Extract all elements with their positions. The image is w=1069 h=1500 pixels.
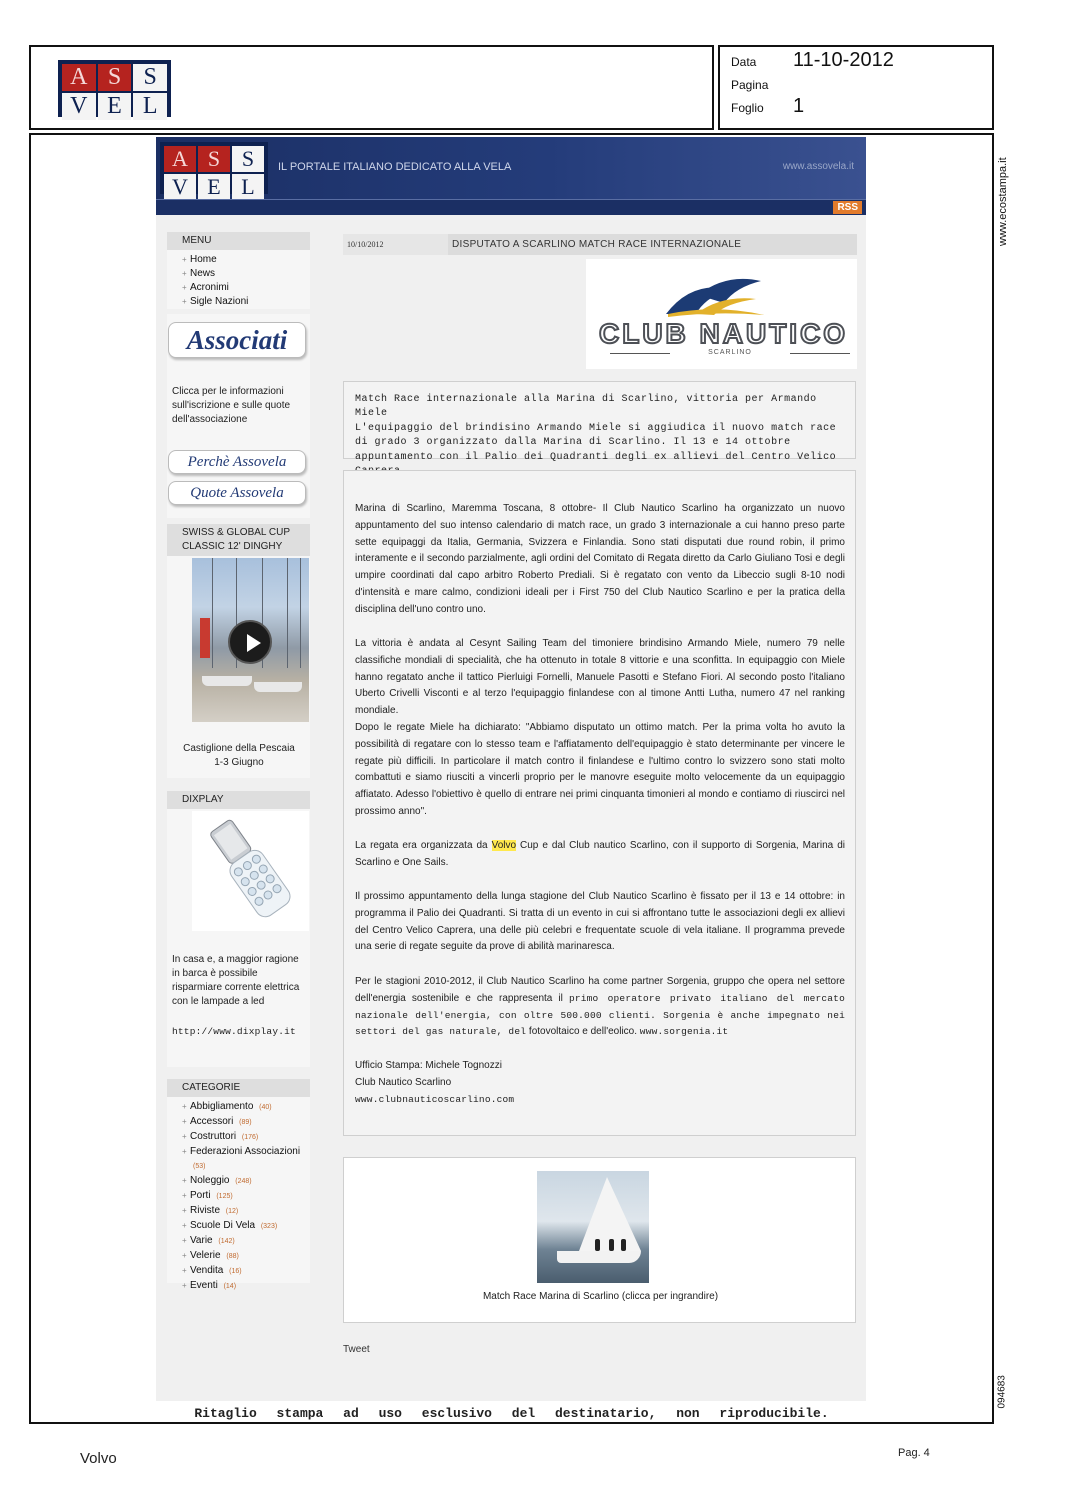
banner-logo[interactable]: A S S V E L	[160, 142, 268, 194]
summary-headline: Match Race internazionale alla Marina di Scarlino, vittoria per Armando Miele	[355, 394, 817, 420]
photo-box	[343, 1157, 856, 1323]
date-label: Data	[731, 55, 757, 69]
rss-button[interactable]: RSS	[833, 201, 862, 214]
tweet-button[interactable]: Tweet	[343, 1344, 370, 1355]
article-summary	[343, 381, 856, 463]
category-item[interactable]: + Federazioni Associazioni (53)	[182, 1145, 310, 1174]
summary-body: L'equipaggio del brindisino Armando Miele si aggiudica il nuovo match race di grado 3 organizzato dalla Marina di Scarlino. Il 13 e 14 ottobre appuntamento con il Palio dei Quadranti degli ex allievi del Centro Velico	[355, 422, 837, 463]
sheet-value: 1	[793, 95, 805, 117]
associati-button[interactable]: Associati	[168, 322, 306, 358]
category-item[interactable]: + Vendita (16)	[182, 1264, 310, 1279]
clipping-header-left	[29, 45, 714, 130]
category-item[interactable]: + Riviste (12)	[182, 1204, 310, 1219]
paragraph-4: La regata era organizzata da Volvo Cup e dal Club nautico Scarlino, con il supporto di Sorgenia, Marina di Scarlino e One Sails.	[355, 840, 845, 868]
paragraph-5: Il prossimo appuntamento della lunga stagione del Club Nautico Scarlino è fissato per il 13 e 14 ottobre: in programma il Palio dei Quadranti. Si tratta di un evento in cui si affrontano tutte le associazioni degli ex allievi del Centro Velico Caprera, una delle più celebri e frequentate scuole di vela italiane. Il programma prevede una serie di regate seguite da prove di abilità marinaresca.	[355, 891, 845, 953]
article-header-bar	[343, 234, 857, 255]
paragraph-2: La vittoria è andata al Cesynt Sailing Team del timoniere brindisino Armando Miele, numero 79 nelle classifiche mondiali di specialità, che ha ottenuto in totale 8 vittorie e una sconfitta. In equipaggio con Miele hanno regatato anche il tattico Pierluigi Fornelli, Manuele Pasotti e Stefano Fiori. Al secondo posto l'italiano Uberto Crivelli Visconti e al terzo l'equipaggio finlandese con al timone Antti Lutha, numero 47 nel ranking mondiale.	[355, 638, 845, 717]
dixplay-box	[167, 791, 310, 1067]
club-name: CLUB NAUTICO	[599, 318, 849, 349]
sheet-label: Foglio	[731, 101, 764, 115]
club-website-link[interactable]: www.clubnauticoscarlino.com	[355, 1093, 515, 1105]
category-item[interactable]: + Noleggio (248)	[182, 1174, 310, 1189]
categories-list	[167, 1097, 310, 1296]
side-code: 094683	[996, 1375, 1008, 1409]
menu-item-home[interactable]: + Home	[182, 253, 310, 267]
category-item[interactable]: + Accessori (89)	[182, 1115, 310, 1130]
assovela-logo: A S S V E L	[58, 60, 171, 117]
clipping-note: Ritaglio stampa ad uso esclusivo del destinatario, non riproducibile.	[194, 1406, 829, 1421]
page-label: Pagina	[731, 78, 769, 92]
site-banner	[156, 137, 866, 199]
perche-assovela-button[interactable]: Perchè Assovela	[168, 450, 306, 474]
article-date: 10/10/2012	[343, 234, 448, 255]
menu-list	[167, 250, 310, 311]
video-caption: Castiglione della Pescaia 1-3 Giugno	[183, 743, 295, 768]
category-item[interactable]: + Scuole Di Vela (323)	[182, 1219, 310, 1234]
article-body	[343, 470, 856, 1136]
side-url: www.ecostampa.it	[997, 157, 1009, 246]
date-value: 11-10-2012	[793, 49, 894, 71]
sorgenia-link[interactable]: www.sorgenia.it	[639, 1026, 729, 1038]
dixplay-text: In casa e, a maggior ragione in barca è possibile risparmiare corrente elettrica con le lampade a led	[172, 954, 300, 1007]
keyword-highlight: Volvo	[491, 840, 517, 851]
nav-strip	[156, 199, 866, 215]
associati-text: Clicca per le informazioni sull'iscrizione e sulle quote dell'associazione	[172, 386, 291, 425]
categories-box	[167, 1079, 310, 1291]
led-bulb-image[interactable]	[192, 811, 309, 931]
match-race-photo[interactable]	[537, 1171, 649, 1283]
menu-title: MENU	[167, 232, 310, 250]
category-item[interactable]: + Porti (125)	[182, 1189, 310, 1204]
paragraph-3: Dopo le regate Miele ha dichiarato: "Abbiamo disputato un ottimo match. Per la prima volta ho avuto la possibilità di regatare con lo stesso team e l'affiatamento dell'equipaggio è stato determinante per vincere le regate più difficili. In particolare il match contro il finlandese e l'ultimo contro lo svizzero sono stati molto combattuti e siamo riusciti a vincerli proprio per le manovre eseguite molto velocemente da un equipaggio affiatato. Adesso l'obiettivo è quello di entrare nei primi cinquanta timonieri al mondo e contiamo di riuscirci nel prossimo anno".	[355, 722, 845, 817]
clipping-keyword: Volvo	[80, 1450, 117, 1467]
page-number: Pag. 4	[898, 1447, 930, 1459]
menu-item-acronimi[interactable]: + Acronimi	[182, 281, 310, 295]
club-nautico-logo	[586, 259, 857, 369]
press-office: Ufficio Stampa: Michele Tognozzi Club Nautico Scarlino www.clubnauticoscarlino.com	[355, 1058, 845, 1108]
video-title: SWISS & GLOBAL CUP CLASSIC 12' DINGHY	[167, 524, 310, 556]
dixplay-url[interactable]: http://www.dixplay.it	[172, 1026, 296, 1037]
category-item[interactable]: + Varie (142)	[182, 1234, 310, 1249]
banner-tagline: IL PORTALE ITALIANO DEDICATO ALLA VELA	[278, 161, 512, 173]
article-title: DISPUTATO A SCARLINO MATCH RACE INTERNAZIONALE	[452, 239, 742, 250]
dixplay-title: DIXPLAY	[167, 791, 310, 809]
category-item[interactable]: + Costruttori (176)	[182, 1130, 310, 1145]
banner-url[interactable]: www.assovela.it	[782, 161, 854, 172]
category-item[interactable]: + Velerie (88)	[182, 1249, 310, 1264]
video-box	[167, 524, 310, 778]
category-item[interactable]: + Abbigliamento (40)	[182, 1100, 310, 1115]
category-item[interactable]: + Eventi (14)	[182, 1279, 310, 1294]
categories-title: CATEGORIE	[167, 1079, 310, 1097]
club-emblem	[586, 259, 857, 319]
club-subtitle: SCARLINO	[680, 349, 780, 356]
play-icon[interactable]	[228, 620, 272, 664]
paragraph-1: Marina di Scarlino, Maremma Toscana, 8 ottobre- Il Club Nautico Scarlino ha organizzato un nuovo appuntamento del suo intenso calendario di match race, un grado 3 internazionale a cui hanno preso parte sette equipaggi da Italia, Germania, Svizzera e Finlandia. Sono stati disputati due round robin, il primo interamente e il secondo parzialmente, agli ordini del Comitato di Regata diretto da Carlo Giuliano Tosi e degli umpire coordinati dal capo arbitro Roberto Prediali. Si è regatato con vento da Libeccio sugli 8-10 nodi d'intensità e mare calmo, condizioni ideali per i First 750 del Club Nautico Scarlino e per la pratica della disciplina dell'uno contro uno.	[355, 503, 845, 615]
paragraph-6: Per le stagioni 2010-2012, il Club Nautico Scarlino ha come partner Sorgenia, gruppo che opera nel settore dell'energia sostenibile e che rappresenta il primo operatore privato italiano del mercato nazionale dell'energia, con oltre 500.000 clienti. Sorgenia è anche impegnato nei settori del gas naturale, del fotovoltaico e dell'eolico. www.sorgenia.it	[355, 976, 845, 1038]
web-page-capture	[156, 137, 866, 1401]
menu-item-news[interactable]: + News	[182, 267, 310, 281]
menu-box	[167, 232, 310, 309]
photo-caption[interactable]: Match Race Marina di Scarlino (clicca per ingrandire)	[482, 1291, 719, 1302]
clipping-header-meta	[718, 45, 994, 130]
menu-item-sigle[interactable]: + Sigle Nazioni	[182, 295, 310, 309]
quote-assovela-button[interactable]: Quote Assovela	[168, 481, 306, 505]
video-thumbnail[interactable]	[192, 558, 309, 722]
